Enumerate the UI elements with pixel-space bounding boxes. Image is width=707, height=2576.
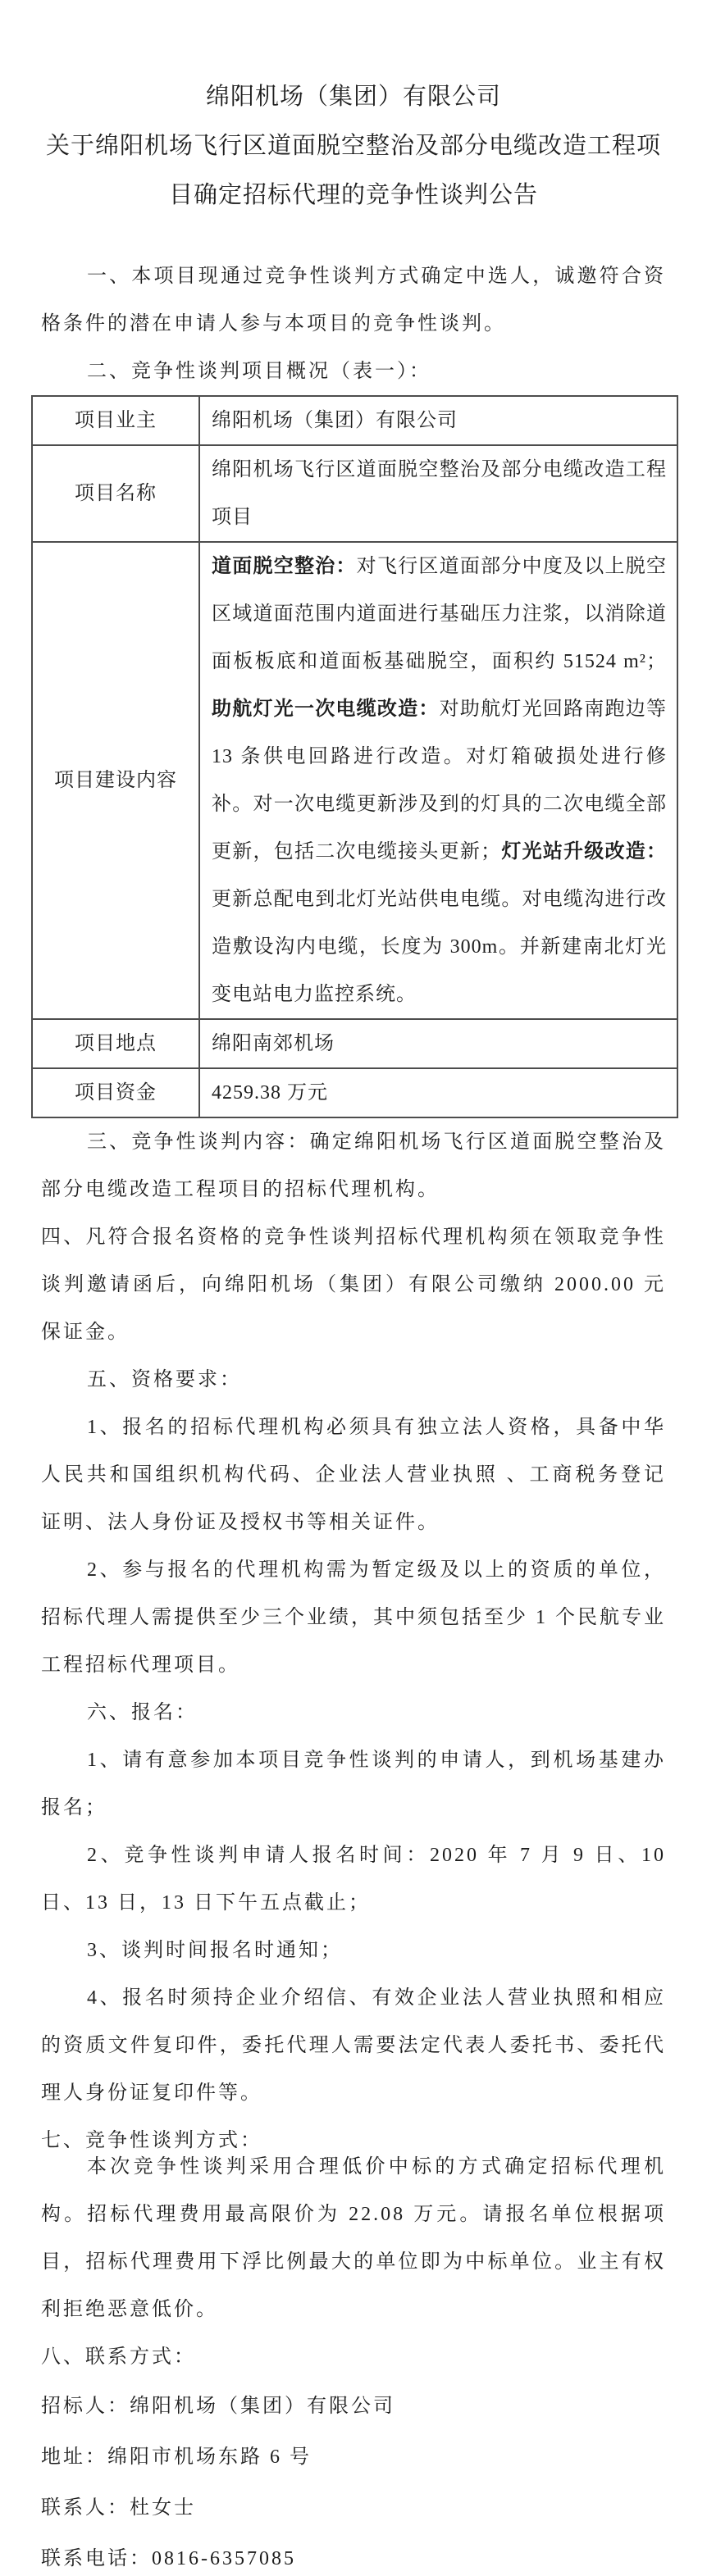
row-value: 4259.38 万元 bbox=[199, 1068, 677, 1117]
row-label: 项目资金 bbox=[32, 1068, 199, 1117]
table-row-project-owner bbox=[32, 396, 677, 445]
row-label: 项目建设内容 bbox=[32, 542, 199, 1019]
contact-phone-line: 联系电话：0816-6357085 bbox=[41, 2548, 296, 2569]
paragraph-section-6-item-3: 3、谈判时间报名时通知； bbox=[87, 1940, 343, 1961]
table-row-project-name bbox=[32, 445, 677, 542]
paragraph-section-5-item-2: 2、参与报名的代理机构需为暂定级及以上的资质的单位，招标代理人需提供至少三个业绩，其中须包括至少 1 个民航专业工程招标代理项目。 bbox=[41, 1559, 666, 1676]
paragraph-section-5: 五、资格要求： bbox=[87, 1369, 242, 1390]
paragraph-section-7: 七、竞争性谈判方式： bbox=[41, 2130, 262, 2151]
paragraph-section-7-body: 本次竞争性谈判采用合理低价中标的方式确定招标代理机构。招标代理费用最高限价为 22.08 万元。请报名单位根据项目，招标代理费用下浮比例最大的单位即为中标单位。业主有权利拒绝恶意低价。 bbox=[41, 2156, 666, 2320]
contact-info-block bbox=[41, 2381, 666, 2576]
row-label: 项目业主 bbox=[32, 396, 199, 445]
paragraph-section-2: 二、竞争性谈判项目概况（表一）： bbox=[87, 361, 431, 382]
text-segment: 对助航灯光回路南跑边等 13 条供电回路进行改造。对灯箱破损处进行修补。对一次电缆更新涉及到的灯具的二次电缆全部更新，包括二次电缆接头更新； bbox=[212, 699, 668, 862]
document-title-company: 绵阳机场（集团）有限公司 bbox=[205, 84, 501, 110]
paragraph-section-4: 四、凡符合报名资格的竞争性谈判招标代理机构须在领取竞争性谈判邀请函后，向绵阳机场（集团）有限公司缴纳 2000.00 元保证金。 bbox=[41, 1227, 666, 1343]
row-value: 绵阳机场（集团）有限公司 bbox=[199, 396, 677, 445]
row-label: 项目名称 bbox=[32, 445, 199, 542]
bold-text-segment: 助航灯光一次电缆改造： bbox=[212, 699, 440, 720]
row-label: 项目地点 bbox=[32, 1019, 199, 1068]
paragraph-section-6: 六、报名： bbox=[87, 1702, 198, 1723]
table-row-project-location bbox=[32, 1019, 677, 1068]
row-value: 绵阳机场飞行区道面脱空整治及部分电缆改造工程项目 bbox=[199, 445, 677, 542]
paragraph-section-6-item-4: 4、报名时须持企业介绍信、有效企业法人营业执照和相应的资质文件复印件，委托代理人需要法定代表人委托书、委托代理人身份证复印件等。 bbox=[41, 1987, 666, 2104]
row-value: 绵阳南郊机场 bbox=[199, 1019, 677, 1068]
contact-tenderer-line: 招标人：绵阳机场（集团）有限公司 bbox=[41, 2396, 395, 2417]
paragraph-section-3: 三、竞争性谈判内容：确定绵阳机场飞行区道面脱空整治及部分电缆改造工程项目的招标代理机构。 bbox=[41, 1131, 666, 1200]
contact-address-line: 地址：绵阳市机场东路 6 号 bbox=[41, 2446, 312, 2468]
paragraph-section-6-item-1: 1、请有意参加本项目竞争性谈判的申请人，到机场基建办报名； bbox=[41, 1750, 666, 1818]
paragraph-section-1: 一、本项目现通过竞争性谈判方式确定中选人，诚邀符合资格条件的潜在申请人参与本项目的竞争性谈判。 bbox=[41, 266, 666, 335]
document-title-block bbox=[41, 72, 666, 220]
project-overview-table bbox=[31, 395, 678, 1118]
text-segment: 对飞行区道面部分中度及以上脱空区域道面范围内道面进行基础压力注浆，以消除道面板板底和道面板基础脱空，面积约 51524 m²； bbox=[212, 556, 668, 672]
table-row-project-content bbox=[32, 542, 677, 1019]
row-value bbox=[199, 542, 677, 1019]
paragraph-section-5-item-1: 1、报名的招标代理机构必须具有独立法人资格，具备中华人民共和国组织机构代码、企业法人营业执照 、工商税务登记证明、法人身份证及授权书等相关证件。 bbox=[41, 1417, 666, 1533]
bold-text-segment: 道面脱空整治： bbox=[212, 556, 357, 577]
document-title-subject: 关于绵阳机场飞行区道面脱空整治及部分电缆改造工程项目确定招标代理的竞争性谈判公告 bbox=[45, 133, 661, 208]
table-row-project-funds bbox=[32, 1068, 677, 1117]
paragraph-section-8: 八、联系方式： bbox=[41, 2346, 196, 2368]
text-segment: 更新总配电到北灯光站供电电缆。对电缆沟进行改造敷设沟内电缆，长度为 300m。并新建南北灯光变电站电力监控系统。 bbox=[212, 889, 667, 1005]
contact-person-line: 联系人：杜女士 bbox=[41, 2497, 196, 2519]
paragraph-section-6-item-2: 2、竞争性谈判申请人报名时间：2020 年 7 月 9 日、10 日、13 日，13 日下午五点截止； bbox=[41, 1845, 666, 1914]
bold-text-segment: 灯光站升级改造： bbox=[501, 841, 668, 862]
